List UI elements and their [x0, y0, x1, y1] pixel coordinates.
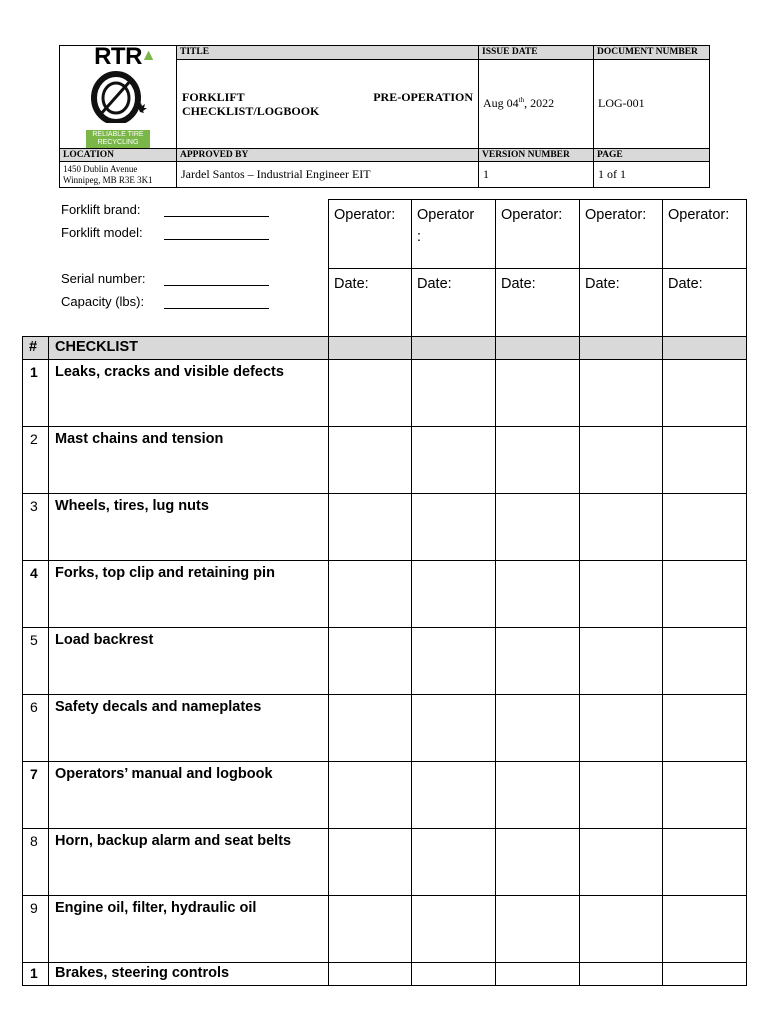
check-cell[interactable] — [496, 628, 580, 695]
location-value: 1450 Dublin Avenue Winnipeg, MB R3E 3K1 — [60, 162, 177, 188]
checklist-row — [23, 896, 747, 963]
date-cell-5[interactable]: Date: — [663, 269, 747, 337]
date-cell-3[interactable]: Date: — [496, 269, 580, 337]
check-cell[interactable] — [329, 695, 412, 762]
check-cell[interactable] — [580, 628, 663, 695]
check-cell[interactable] — [580, 561, 663, 628]
header-blank-cell — [412, 337, 496, 360]
check-cell[interactable] — [412, 628, 496, 695]
check-cell[interactable] — [329, 628, 412, 695]
tire-icon — [86, 71, 150, 123]
check-cell[interactable] — [663, 695, 747, 762]
forklift-model-field[interactable]: Forklift model: — [61, 225, 143, 240]
check-cell[interactable] — [496, 561, 580, 628]
document-header — [59, 45, 710, 188]
check-cell[interactable] — [496, 360, 580, 427]
document-title: FORKLIFT PRE-OPERATION CHECKLIST/LOGBOOK — [177, 59, 479, 148]
check-cell[interactable] — [663, 628, 747, 695]
checklist-row — [23, 695, 747, 762]
check-cell[interactable] — [412, 829, 496, 896]
check-cell[interactable] — [496, 695, 580, 762]
item-label: Horn, backup alarm and seat belts — [49, 829, 329, 896]
number-header: # — [23, 337, 49, 360]
check-cell[interactable] — [412, 695, 496, 762]
issue-date-label: ISSUE DATE — [479, 46, 594, 60]
operator-cell-1[interactable]: Operator: — [329, 200, 412, 269]
check-cell[interactable] — [412, 427, 496, 494]
page-label: PAGE — [594, 149, 710, 162]
capacity-field[interactable]: Capacity (lbs): — [61, 294, 144, 309]
checklist-row — [23, 427, 747, 494]
check-cell[interactable] — [580, 829, 663, 896]
check-cell[interactable] — [663, 360, 747, 427]
logo-tagline: RELIABLE TIRE RECYCLING — [86, 130, 150, 148]
header-blank-cell — [496, 337, 580, 360]
document-number: LOG-001 — [594, 59, 710, 148]
company-logo — [60, 43, 177, 149]
item-label: Safety decals and nameplates — [49, 695, 329, 762]
check-cell[interactable] — [496, 427, 580, 494]
version-label: VERSION NUMBER — [479, 149, 594, 162]
check-cell[interactable] — [329, 762, 412, 829]
item-label: Operators’ manual and logbook — [49, 762, 329, 829]
check-cell[interactable] — [663, 561, 747, 628]
checklist-row — [23, 494, 747, 561]
item-number: 2 — [23, 427, 49, 494]
item-label: Load backrest — [49, 628, 329, 695]
check-cell[interactable] — [663, 829, 747, 896]
location-label: LOCATION — [60, 149, 177, 162]
operator-cell-4[interactable]: Operator: — [580, 200, 663, 269]
check-cell[interactable] — [496, 896, 580, 963]
item-label: Leaks, cracks and visible defects — [49, 360, 329, 427]
item-label: Forks, top clip and retaining pin — [49, 561, 329, 628]
check-cell[interactable] — [329, 494, 412, 561]
check-cell[interactable] — [412, 561, 496, 628]
check-cell[interactable] — [412, 896, 496, 963]
logo-wordmark: RTR ▲ — [94, 43, 156, 70]
operator-cell-3[interactable]: Operator: — [496, 200, 580, 269]
check-cell[interactable] — [663, 427, 747, 494]
check-cell[interactable] — [580, 427, 663, 494]
item-number: 7 — [23, 762, 49, 829]
check-cell[interactable] — [663, 762, 747, 829]
forklift-brand-field[interactable]: Forklift brand: — [61, 202, 140, 217]
header-blank-cell — [663, 337, 747, 360]
check-cell[interactable] — [580, 360, 663, 427]
title-label: TITLE — [177, 46, 479, 60]
item-label: Engine oil, filter, hydraulic oil — [49, 896, 329, 963]
header-blank-cell — [580, 337, 663, 360]
checklist-row — [23, 829, 747, 896]
date-cell-1[interactable]: Date: — [329, 269, 412, 337]
check-cell[interactable] — [580, 494, 663, 561]
item-number: 3 — [23, 494, 49, 561]
version-value: 1 — [479, 162, 594, 188]
checklist-row — [23, 963, 747, 986]
check-cell[interactable] — [496, 494, 580, 561]
operator-cell-2[interactable]: Operator : — [412, 200, 496, 269]
date-cell-2[interactable]: Date: — [412, 269, 496, 337]
item-number: 4 — [23, 561, 49, 628]
approved-by-value: Jardel Santos – Industrial Engineer EIT — [177, 162, 479, 188]
operator-cell-5[interactable]: Operator: — [663, 200, 747, 269]
date-cell-4[interactable]: Date: — [580, 269, 663, 337]
approved-by-label: APPROVED BY — [177, 149, 479, 162]
check-cell[interactable] — [412, 360, 496, 427]
checklist-row — [23, 762, 747, 829]
item-label: Brakes, steering controls — [49, 963, 329, 986]
check-cell[interactable] — [496, 829, 580, 896]
item-number: 6 — [23, 695, 49, 762]
checklist-row — [23, 628, 747, 695]
issue-date: Aug 04th, 2022 — [479, 59, 594, 148]
check-cell[interactable] — [412, 494, 496, 561]
item-number: 5 — [23, 628, 49, 695]
check-cell[interactable] — [329, 427, 412, 494]
checklist-table — [22, 199, 747, 986]
checklist-row — [23, 561, 747, 628]
page-value: 1 of 1 — [594, 162, 710, 188]
check-cell[interactable] — [580, 963, 663, 986]
header-blank-cell — [329, 337, 412, 360]
document-number-label: DOCUMENT NUMBER — [594, 46, 710, 60]
check-cell[interactable] — [496, 762, 580, 829]
check-cell[interactable] — [663, 963, 747, 986]
check-cell[interactable] — [580, 896, 663, 963]
item-number: 1 — [23, 360, 49, 427]
item-number: 8 — [23, 829, 49, 896]
check-cell[interactable] — [412, 762, 496, 829]
check-cell[interactable] — [412, 963, 496, 986]
check-cell[interactable] — [580, 762, 663, 829]
checklist-row — [23, 360, 747, 427]
check-cell[interactable] — [329, 360, 412, 427]
check-cell[interactable] — [496, 963, 580, 986]
check-cell[interactable] — [663, 896, 747, 963]
item-label: Mast chains and tension — [49, 427, 329, 494]
check-cell[interactable] — [663, 494, 747, 561]
check-cell[interactable] — [329, 561, 412, 628]
item-number: 1 — [23, 963, 49, 986]
check-cell[interactable] — [580, 695, 663, 762]
serial-number-field[interactable]: Serial number: — [61, 271, 146, 286]
checklist-header: CHECKLIST — [49, 337, 329, 360]
check-cell[interactable] — [329, 829, 412, 896]
check-cell[interactable] — [329, 963, 412, 986]
check-cell[interactable] — [329, 896, 412, 963]
checklist-header-row — [23, 337, 747, 360]
tree-icon: ▲ — [140, 47, 156, 64]
item-number: 9 — [23, 896, 49, 963]
item-label: Wheels, tires, lug nuts — [49, 494, 329, 561]
